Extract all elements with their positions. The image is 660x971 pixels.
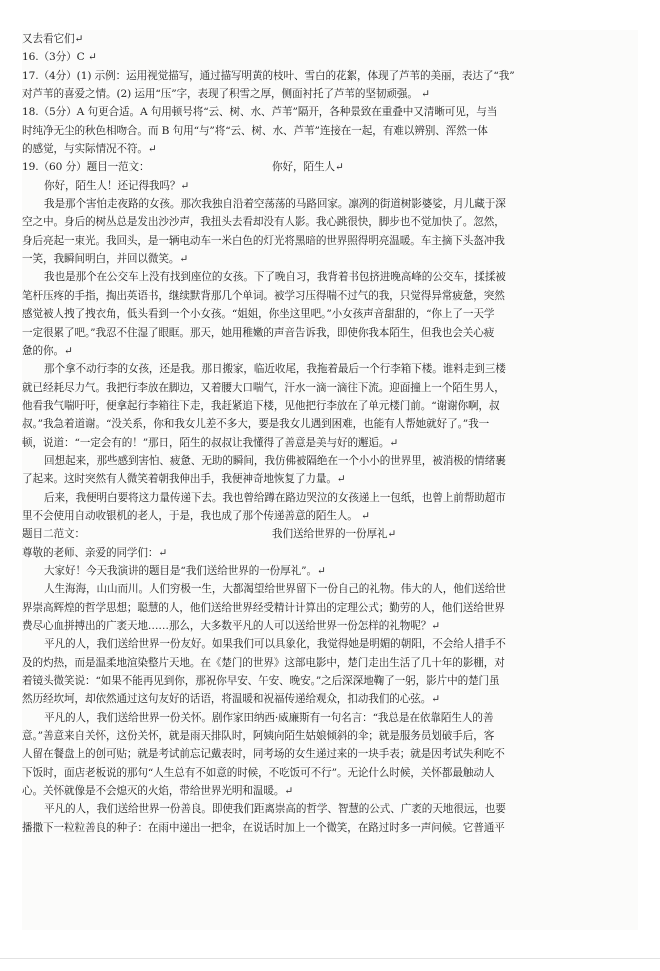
essay-line: 一定很累了吧。”我忍不住湿了眼眶。那天，她用稚嫩的声音告诉我，即使你我本陌生，但我也会关心疲	[22, 326, 495, 339]
essay-line: 平凡的人，我们送给世界一份善良。即使我们距离崇高的哲学、智慧的公式、广袤的天地很远，也要	[44, 803, 506, 816]
essay-line: 叔。”我急着道谢。“没关系，你和我女儿差不多大，要是我女儿遇到困难，也能有人帮她就好了。”我一	[22, 418, 490, 431]
essay-line: 了起来。这时突然有人微笑着朝我伸出手，我便神奇地恢复了力量。↵	[22, 473, 346, 486]
essay1-title: 你好，陌生人↵	[272, 161, 344, 174]
essay2-label: 题目二范文：	[22, 528, 85, 541]
essay2-title: 我们送给世界的一份厚礼↵	[272, 528, 397, 541]
essay-line: 笔杆压疼的手指，掏出英语书，继续默背那几个单词。被学习压得喘不过气的我，只觉得异常疲惫，突然	[22, 289, 505, 302]
essay-line: 下饭时，面店老板说的那句“人生总有不如意的时候，不吃饭可不行”。无论什么时候，关怀都最触动人	[22, 766, 495, 779]
bottom-divider	[0, 958, 660, 959]
essay-line: 身后亮起一束光。我回头，是一辆电动车一米白色的灯光将黑暗的世界照得明亮温暖。车主摘下头盔冲我	[22, 234, 505, 247]
essay-line: 惫的你。↵	[22, 344, 73, 357]
essay1-label: 19.（60 分）题目一范文：	[22, 161, 150, 174]
essay-line: 就已经耗尽力气。我把行李放在脚边，又着腰大口喘气，汗水一滴一滴往下流。迎面撞上一个陌生男人，	[22, 381, 505, 394]
essay-line: 费尽心血拼搏出的广袤天地……那么，大多数平凡的人可以送给世界一份怎样的礼物呢？↵	[22, 620, 441, 632]
answer-line: 16.（3分）C ↵	[22, 51, 97, 64]
answer-line: 18.（5分）A 句更合适。A 句用顿号将“云、树、水、芦苇”隔开，各种景致在重叠中又清晰可见，与当	[22, 106, 498, 119]
answer-line: 又去看它们↵	[22, 33, 84, 45]
essay-line: 心。关怀就像是不会熄灭的火焰，带给世界光明和温暖。↵	[22, 785, 294, 798]
essay-line: 人留在餐盘上的创可贴；就是考试前忘记戴表时，同考场的女生递过来的一块手表；就是因考试失利吃不	[22, 748, 505, 761]
essay-line: 然历经坎坷，却依然通过这句友好的话语，将温暖和祝福传递给观众，扣动我们的心弦。↵	[22, 693, 441, 706]
essay-line: 顿，说道：“一定会有的！”那日，陌生的叔叔让我懂得了善意是美与好的邂逅。↵	[22, 436, 399, 449]
essay-line: 人生海海，山山而川。人们穷极一生，大都渴望给世界留下一份自己的礼物。伟大的人，他们送给世	[44, 583, 506, 596]
document-page	[22, 30, 638, 930]
essay-line: 意。”善意来自关怀，这份关怀，就是雨天排队时，阿姨向陌生姑娘倾斜的伞；就是服务员划破手后，客	[22, 730, 495, 743]
answer-line: 17.（4分）(1) 示例：运用视觉描写，通过描写明黄的枝叶、雪白的花絮，体现了芦苇的美丽，表达了“我”	[22, 69, 515, 82]
essay-line: 我是那个害怕走夜路的女孩。那次我独自沿着空荡荡的马路回家。凛冽的街道树影婆娑，月儿藏于深	[44, 198, 506, 211]
essay-line: 后来，我便明白要将这力量传递下去。我也曾给蹲在路边哭泣的女孩递上一包纸，也曾上前帮助超市	[44, 491, 506, 504]
essay-line: 大家好！今天我演讲的题目是“我们送给世界的一份厚礼”。↵	[44, 564, 326, 577]
essay2-greeting: 尊敬的老师、亲爱的同学们：↵	[22, 546, 168, 559]
essay1-heading	[22, 158, 638, 176]
answer-line: 时纯净无尘的秋色相吻合。而 B 句用“与”将“云、树、水、芦苇”连接在一起，有难以辨别、浑然一体	[22, 124, 488, 137]
answer-line: 的感觉，与实际情况不符。↵	[22, 143, 157, 156]
essay-line: 他看我气喘吁吁，便拿起行李箱往下走，我赶紧追下楼，见他把行李放在了单元楼门前。“谢谢你啊，叔	[22, 399, 500, 412]
essay-line: 回想起来，那些感到害怕、疲惫、无助的瞬间，我仿佛被隔绝在一个小小的世界里，被消极的情绪裹	[44, 454, 506, 467]
essay-line: 一笑，我瞬间明白，并回以微笑。↵	[22, 253, 189, 266]
essay-line: 平凡的人，我们送给世界一份关怀。剧作家田纳西·威廉斯有一句名言：“我总是在依靠陌生人的善	[44, 711, 494, 724]
essay-line: 感觉被人拽了拽衣角，低头看到一个小女孩。“姐姐，你坐这里吧。”小女孩声音甜甜的，“你上了一天学	[22, 308, 495, 321]
essay-line: 里不会使用自动收银机的老人，于是，我也成了那个传递善意的陌生人。 ↵	[22, 509, 370, 522]
essay-line: 那个拿不动行李的女孩，还是我。那日搬家，临近收尾，我拖着最后一个行李箱下楼。谁料走到三楼	[44, 363, 506, 376]
essay-line: 界崇高辉煌的哲学思想；聪慧的人，他们送给世界经受精计计算出的定理公式；勤劳的人，他们送给世界	[22, 601, 505, 614]
essay-line: 播撒下一粒粒善良的种子：在雨中递出一把伞，在说话时加上一个微笑，在路过时多一声问候。它普通平	[22, 821, 505, 834]
essay-line: 及的灼热，而是温柔地渲染整片天地。在《楚门的世界》这部电影中，楚门走出生活了几十年的影棚，对	[22, 656, 505, 669]
essay-line: 平凡的人，我们送给世界一份友好。如果我们可以具象化，我觉得她是明媚的朝阳，不会给人措手不	[44, 638, 506, 651]
essay-line: 我也是那个在公交车上没有找到座位的女孩。下了晚自习，我背着书包挤进晚高峰的公交车，揉揉被	[44, 271, 506, 284]
essay-line: 空之中。身后的树丛总是发出沙沙声，我扭头去看却没有人影。我心跳很快，脚步也不觉加快了。忽然，	[22, 216, 505, 229]
essay2-heading	[22, 525, 638, 543]
answer-line: 对芦苇的喜爱之情。(2) 运用“压”字，表现了积雪之厚，侧面衬托了芦苇的坚韧顽强。 ↵	[22, 88, 430, 101]
essay-line: 你好，陌生人！还记得我吗？↵	[44, 179, 190, 192]
essay-line: 着镜头微笑说：“如果不能再见到你，那祝你早安、午安、晚安。”之后深深地鞠了一躬，影片中的楚门虽	[22, 675, 500, 688]
